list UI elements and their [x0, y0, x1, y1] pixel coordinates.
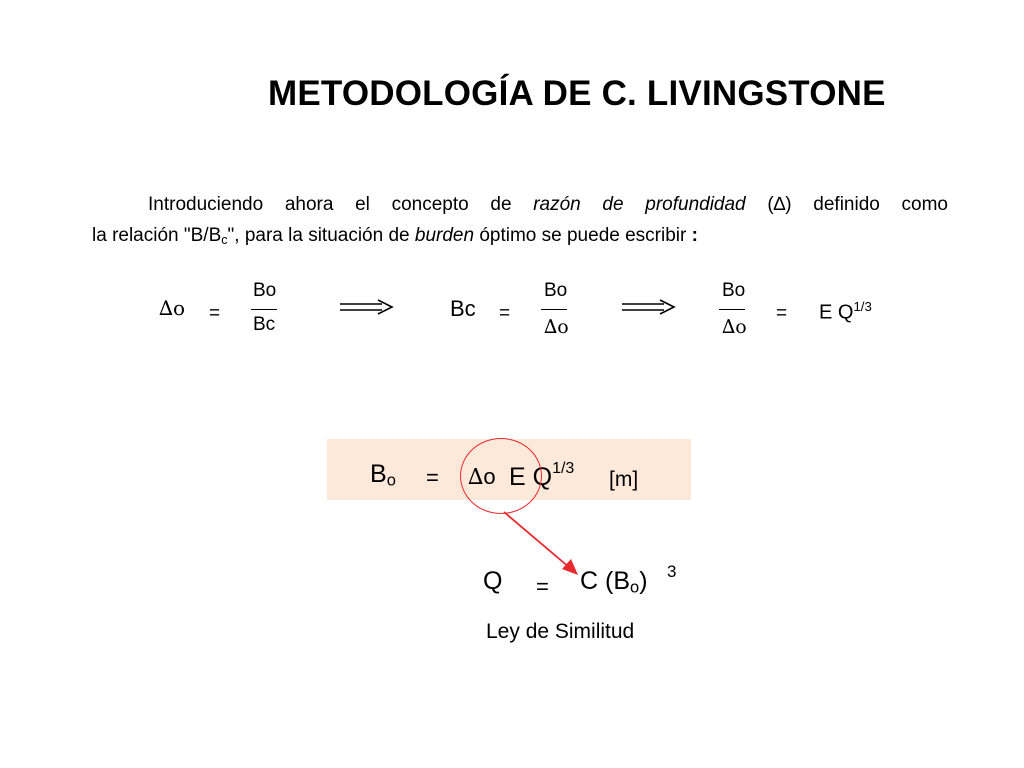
implies-arrow-1 — [338, 297, 396, 319]
cube-exponent: 3 — [667, 562, 677, 581]
e-q-term: E $Q^{1/3}$ — [509, 460, 575, 491]
emphasis-burden: burden — [414, 225, 475, 246]
fraction-2-denominator: ∆o — [544, 316, 569, 338]
fraction-2-numerator: Bo — [544, 280, 568, 301]
equals-sign-3: = — [776, 303, 788, 324]
rhs-expression: E $Q^{1/3}$ — [819, 299, 872, 324]
fraction-3-denominator: ∆o — [722, 316, 747, 338]
fraction-1-numerator: Bo — [253, 280, 277, 301]
fraction-1-bar — [251, 309, 277, 310]
similitude-caption: Ley de Similitud — [486, 620, 635, 643]
fraction-1-denominator: Bc — [253, 314, 276, 335]
implies-arrow-2 — [620, 297, 678, 319]
fraction-3-bar — [719, 309, 745, 310]
bo-symbol: $B_o$ — [370, 460, 396, 490]
emphasis-depth-ratio: razón de profundidad — [533, 194, 746, 215]
bc-symbol: Bc — [450, 296, 476, 321]
red-pointer-arrow — [498, 508, 584, 580]
page-title: METODOLOGÍA DE C. LIVINGSTONE — [268, 74, 886, 113]
similitude-rhs: C $(B_o)$ — [580, 567, 648, 597]
equals-sign-2: = — [499, 303, 511, 324]
delta-o-symbol: ∆o — [159, 296, 186, 320]
delta-o-term: ∆o — [468, 464, 496, 490]
intro-paragraph — [92, 189, 948, 256]
fraction-2-bar — [541, 309, 567, 310]
paragraph-line-1: Introduciendo ahora el concepto de razón de profundidad (∆) definido como — [148, 194, 948, 215]
highlight-equals: = — [426, 465, 439, 490]
highlight-circle — [460, 438, 542, 514]
similitude-equals: = — [536, 574, 549, 599]
equals-sign-1: = — [209, 303, 221, 324]
paragraph-line-2: la relación "$B/B_c$", para la situación de burden óptimo se puede escribir : — [92, 225, 698, 247]
q-symbol: Q — [483, 567, 503, 595]
fraction-3-numerator: Bo — [722, 280, 746, 301]
unit-label: [m] — [609, 468, 639, 491]
